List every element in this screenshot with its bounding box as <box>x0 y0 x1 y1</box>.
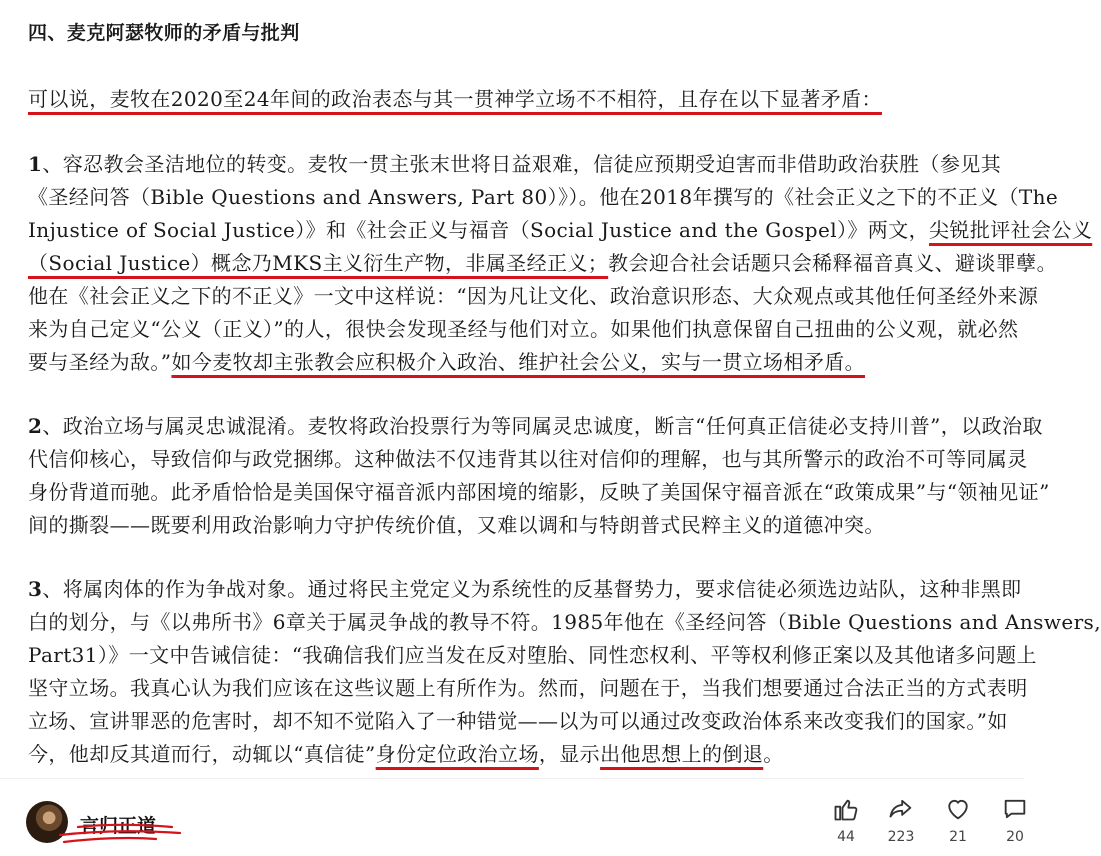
p2-line-4: 间的撕裂——既要利用政治影响力守护传统价值，又难以调和与特朗普式民粹主义的道德冲突。 <box>28 513 885 537</box>
p3-underlined-regression: 出他思想上的倒退 <box>600 742 764 766</box>
p3-line-4: 坚守立场。我真心认为我们应该在这些议题上有所作为。然而，问题在于，当我们想要通过合法正当的方式表明 <box>28 676 1028 700</box>
p1-number: 1 <box>28 152 43 176</box>
p1-line-4 <box>28 249 1057 277</box>
favorite-button[interactable] <box>935 795 981 845</box>
intro-underlined-text: 可以说，麦牧在2020至24年间的政治表态与其一贯神学立场不不相符，且存在以下显著矛盾： <box>28 87 882 111</box>
like-button[interactable] <box>823 795 869 845</box>
like-count: 44 <box>837 829 855 845</box>
p3-line-6-text-b: ，显示 <box>538 742 601 766</box>
p2-line-1-text: 、政治立场与属灵忠诚混淆。麦牧将政治投票行为等同属灵忠诚度，断言“任何真正信徒必支持川普”，以政治取 <box>42 414 1043 438</box>
p3-line-3: Part31）》一文中告诫信徒：“我确信我们应当发在反对堕胎、同性恋权利、平等权利修正案以及其他诸多问题上 <box>28 643 1037 667</box>
p1-underlined-critique: 尖锐批评社会公义 <box>929 218 1093 242</box>
p3-line-5: 立场、宣讲罪恶的危害时，却不知不觉陷入了一种错觉——以为可以通过改变政治体系来改变我们的国家。”如 <box>28 709 1008 733</box>
share-button[interactable] <box>878 795 924 845</box>
p3-line-1 <box>28 575 1022 603</box>
p1-line-6: 来为自己定义“公义（正义）”的人，很快会发现圣经与他们对立。如果他们执意保留自己扭曲的公义观，就必然 <box>28 317 1019 341</box>
share-icon <box>887 795 915 823</box>
p3-line-6 <box>28 740 784 768</box>
p3-number: 3 <box>28 577 43 601</box>
p1-line-4-text: 教会迎合社会话题只会稀释福音真义、避谈罪孽。 <box>608 251 1057 275</box>
p1-line-2: 《圣经问答（Bible Questions and Answers, Part 80）》）。他在2018年撰写的《社会正义之下的不正义（The <box>28 185 1059 209</box>
author-underline-scribble <box>56 821 186 847</box>
heart-icon <box>944 795 972 823</box>
post-footer <box>0 778 1024 856</box>
comment-count: 20 <box>1006 829 1024 845</box>
p2-line-3: 身份背道而驰。此矛盾恰恰是美国保守福音派内部困境的缩影，反映了美国保守福音派在“政策成果”与“领袖见证” <box>28 480 1050 504</box>
p3-underlined-identity: 身份定位政治立场 <box>375 742 539 766</box>
intro-paragraph <box>28 85 882 113</box>
p1-underlined-concept: （Social Justice）概念乃MKS主义衍生产物，非属圣经正义； <box>28 251 609 275</box>
p1-underlined-contradiction: 如今麦牧却主张教会应积极介入政治、维护社会公义，实与一贯立场相矛盾。 <box>171 350 866 374</box>
p3-line-2: 白的划分，与《以弗所书》6章关于属灵争战的教导不符。1985年他在《圣经问答（Bible Questions and Answers, <box>28 610 1101 634</box>
comment-icon <box>1001 795 1029 823</box>
p2-number: 2 <box>28 414 43 438</box>
favorite-count: 21 <box>949 829 967 845</box>
p3-line-1-text: 、将属肉体的作为争战对象。通过将民主党定义为系统性的反基督势力，要求信徒必须选边站队，这种非黑即 <box>42 577 1022 601</box>
p2-line-1 <box>28 412 1043 440</box>
share-count: 223 <box>887 829 915 845</box>
p2-line-2: 代信仰核心，导致信仰与政党捆绑。这种做法不仅违背其以往对信仰的理解，也与其所警示的政治不可等同属灵 <box>28 447 1028 471</box>
p1-line-1 <box>28 150 1001 178</box>
p1-line-5: 他在《社会正义之下的不正义》一文中这样说：“因为凡让文化、政治意识形态、大众观点或其他任何圣经外来源 <box>28 284 1039 308</box>
p1-line-3-text: Injustice of Social Justice）》和《社会正义与福音（Social Justice and the Gospel）》两文， <box>28 218 930 242</box>
p1-line-7 <box>28 348 865 376</box>
thumbs-up-icon <box>832 795 860 823</box>
author-name[interactable]: 言归正道 <box>80 815 157 837</box>
section-heading: 四、麦克阿瑟牧师的矛盾与批判 <box>28 22 300 44</box>
comment-button[interactable] <box>992 795 1038 845</box>
p1-line-7-text: 要与圣经为敌。” <box>28 350 172 374</box>
p1-line-3 <box>28 216 1092 244</box>
p1-line-1-text: 、容忍教会圣洁地位的转变。麦牧一贯主张末世将日益艰难，信徒应预期受迫害而非借助政治获胜（参见其 <box>42 152 1002 176</box>
p3-line-6-text-c: 。 <box>763 742 784 766</box>
p3-line-6-text-a: 今，他却反其道而行，动辄以“真信徒” <box>28 742 376 766</box>
